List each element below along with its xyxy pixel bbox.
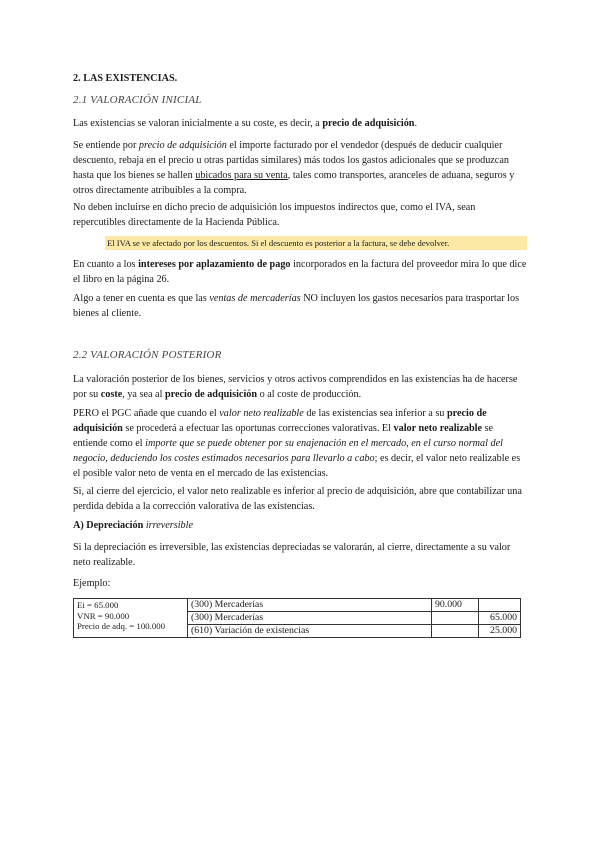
example-data-cell: [74, 599, 188, 638]
subsection-title-posterior: 2.2 VALORACIÓN POSTERIOR: [73, 349, 222, 361]
credit-cell: 65.000: [479, 612, 521, 625]
vnr-value: VNR = 90.000: [77, 610, 130, 621]
debit-cell: 90.000: [432, 599, 479, 612]
credit-cell: [479, 599, 521, 612]
credit-cell: 25.000: [479, 625, 521, 638]
paragraph-initial-1: Las existencias se valoran inicialmente a su coste, es decir, a precio de adquisición.: [73, 118, 418, 129]
debit-cell: [432, 612, 479, 625]
acquisition-price-value: Precio de adq. = 100.000: [77, 621, 166, 631]
paragraph-posterior-2: PERO el PGC añade que cuando el valor neto realizable de las existencias sea inferior a su precio de adquisición se procederá a efectuar las oportunas correcciones valorativas. El valor neto realizable se entiende como el importe que se puede obtener por su enajenación en el mercado, en el curso normal del negocio, deduciendo los costes estimados necesarios para llevarlo a cabo; es decir, el valor neto realizable es el posible valor neto de venta en el mercado de las existencias.: [73, 408, 521, 479]
paragraph-posterior-1: La valoración posterior de los bienes, servicios y otros activos comprendidos en las existencias ha de hacerse por su coste, ya sea al precio de adquisición o al coste de producción.: [73, 374, 518, 400]
paragraph-initial-3: No deben incluirse en dicho precio de adquisición los impuestos indirectos que, como el IVA, sean repercutibles directamente de la Hacienda Pública.: [73, 202, 476, 228]
paragraph-posterior-4: Si la depreciación es irreversible, las existencias depreciadas se valorarán, al cierre, directamente a su valor neto realizable.: [73, 542, 511, 568]
paragraph-initial-2: Se entiende por precio de adquisición el importe facturado por el vendedor (después de deducir cualquier descuento, rebaja en el precio u otras partidas similares) más todos los gastos adicionales que se produzcan hasta que los bienes se hallen ubicados para su venta, tales como transportes, aranceles de aduana, seguros y otros directamente atribuibles a la compra.: [73, 140, 515, 196]
account-cell: (300) Mercaderías: [188, 599, 432, 612]
example-journal-table: [73, 598, 521, 638]
highlighted-note: El IVA se ve afectado por los descuentos. Si el descuento es posterior a la factura, se debe devolver.: [105, 236, 527, 250]
debit-cell: [432, 625, 479, 638]
example-label: Ejemplo:: [73, 578, 111, 589]
ei-value: Ei = 65.000: [77, 600, 119, 610]
account-cell: (610) Variación de existencias: [188, 625, 432, 638]
subsection-title-initial: 2.1 VALORACIÓN INICIAL: [73, 94, 202, 106]
table-row: [74, 599, 521, 612]
section-heading: 2. LAS EXISTENCIAS.: [73, 73, 178, 84]
paragraph-initial-4: En cuanto a los intereses por aplazamiento de pago incorporados en la factura del proveedor mira lo que dice el libro en la página 26.: [73, 259, 527, 285]
account-cell: (300) Mercaderías: [188, 612, 432, 625]
paragraph-initial-5: Algo a tener en cuenta es que las ventas de mercaderías NO incluyen los gastos necesarios para trasportar los bienes al cliente.: [73, 293, 520, 319]
subheading-depreciation: A) Depreciación irreversible: [73, 520, 193, 531]
paragraph-posterior-3: Si, al cierre del ejercicio, el valor neto realizable es inferior al precio de adquisición, abre que contabilizar una perdida debida a la corrección valorativa de las existencias.: [73, 486, 522, 512]
